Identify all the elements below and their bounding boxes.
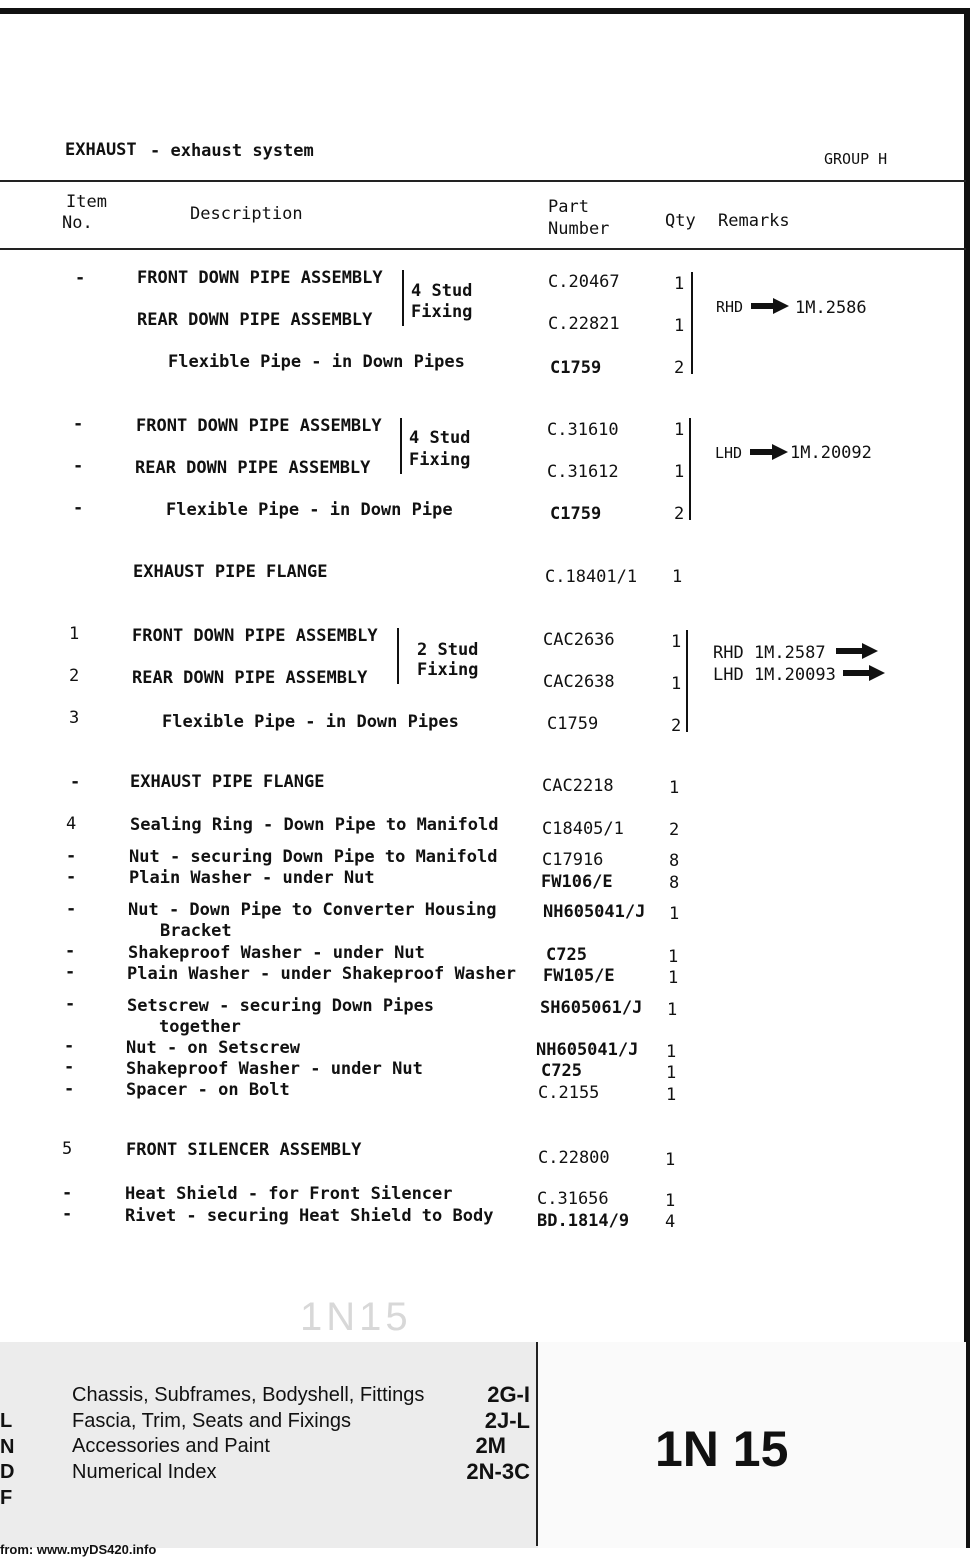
part-number: C725 xyxy=(541,1061,582,1081)
index-letter: F xyxy=(0,1487,13,1509)
stud-count: 4 Stud xyxy=(409,428,471,448)
part-description: Flexible Pipe - in Down Pipes xyxy=(168,352,465,372)
item-no: - xyxy=(65,994,76,1014)
item-no: - xyxy=(66,899,77,919)
item-no: 2 xyxy=(69,666,80,686)
col-no: No. xyxy=(62,213,93,233)
part-qty: 2 xyxy=(669,820,680,840)
part-qty: 8 xyxy=(669,873,680,893)
index-label: Chassis, Subframes, Bodyshell, Fittings xyxy=(72,1384,425,1406)
stud-count: 4 Stud xyxy=(411,281,473,301)
item-no: - xyxy=(64,1079,75,1099)
remarks-bracket xyxy=(689,418,691,520)
remark-value: 1M.2586 xyxy=(795,298,867,318)
footer-divider xyxy=(536,1342,538,1546)
index-code: 2J-L xyxy=(484,1408,530,1433)
header-rule-bottom xyxy=(0,248,966,250)
item-no: - xyxy=(62,1204,73,1224)
part-number: CAC2638 xyxy=(543,672,615,692)
remark-value: 1M.20092 xyxy=(790,443,872,463)
part-number: FW105/E xyxy=(543,966,615,986)
part-description: REAR DOWN PIPE ASSEMBLY xyxy=(132,668,368,688)
part-qty: 2 xyxy=(674,504,685,524)
part-qty: 1 xyxy=(667,1000,678,1020)
part-description: Shakeproof Washer - under Nut xyxy=(128,943,425,963)
part-qty: 1 xyxy=(668,968,679,988)
part-qty: 1 xyxy=(666,1085,677,1105)
part-qty: 1 xyxy=(674,274,685,294)
part-description: EXHAUST PIPE FLANGE xyxy=(133,562,328,582)
index-letter: D xyxy=(0,1461,15,1483)
part-qty: 8 xyxy=(669,851,680,871)
part-qty: 1 xyxy=(674,316,685,336)
part-description: Spacer - on Bolt xyxy=(126,1080,290,1100)
remarks-bracket xyxy=(686,630,688,732)
item-no: - xyxy=(66,846,77,866)
remark-side: RHD xyxy=(716,298,744,316)
part-description: REAR DOWN PIPE ASSEMBLY xyxy=(135,458,371,478)
part-description: FRONT SILENCER ASSEMBLY xyxy=(126,1140,362,1160)
part-qty: 2 xyxy=(674,358,685,378)
index-label: Accessories and Paint xyxy=(72,1435,270,1457)
part-number: C18405/1 xyxy=(542,819,624,839)
part-qty: 1 xyxy=(674,420,685,440)
item-no: - xyxy=(66,867,77,887)
item-no: - xyxy=(65,962,76,982)
part-number: C.31656 xyxy=(537,1189,609,1209)
item-no: - xyxy=(62,1183,73,1203)
col-qty: Qty xyxy=(665,211,696,231)
part-description: Sealing Ring - Down Pipe to Manifold xyxy=(130,815,499,835)
part-description-cont: Bracket xyxy=(160,921,232,941)
index-letter: N xyxy=(0,1436,15,1458)
item-no: 5 xyxy=(62,1139,73,1159)
part-qty: 1 xyxy=(669,778,680,798)
remark-side: LHD xyxy=(715,444,743,462)
part-number: C.31612 xyxy=(547,462,619,482)
part-number: CAC2636 xyxy=(543,630,615,650)
part-qty: 1 xyxy=(665,1150,676,1170)
part-description: Nut - on Setscrew xyxy=(126,1038,300,1058)
part-description: Shakeproof Washer - under Nut xyxy=(126,1059,423,1079)
part-description: Plain Washer - under Nut xyxy=(129,868,375,888)
group-label: GROUP H xyxy=(824,150,888,168)
item-no: - xyxy=(73,456,84,476)
item-no: - xyxy=(70,772,81,792)
stud-bracket xyxy=(400,418,402,474)
stud-bracket xyxy=(402,270,404,326)
part-number: NH605041/J xyxy=(536,1040,639,1060)
item-no: 1 xyxy=(69,624,80,644)
part-number: C1759 xyxy=(550,504,602,524)
section-subtitle: - exhaust system xyxy=(150,141,314,161)
part-description: FRONT DOWN PIPE ASSEMBLY xyxy=(136,416,382,436)
stud-bracket xyxy=(397,628,399,684)
part-description: Setscrew - securing Down Pipes xyxy=(127,996,435,1016)
part-number: C.20467 xyxy=(548,272,620,292)
part-qty: 1 xyxy=(669,904,680,924)
part-number: FW106/E xyxy=(541,872,613,892)
remark-rhd: RHD 1M.2587 xyxy=(713,643,826,663)
index-code: 2N-3C xyxy=(466,1459,530,1484)
stud-fixing: Fixing xyxy=(411,302,473,322)
part-number: C1759 xyxy=(547,714,599,734)
part-number: C1759 xyxy=(550,358,602,378)
index-code: 2G-I xyxy=(487,1382,530,1407)
index-label: Numerical Index xyxy=(72,1461,217,1483)
part-qty: 1 xyxy=(674,462,685,482)
stud-fixing: Fixing xyxy=(417,660,479,680)
part-number: C.22800 xyxy=(538,1148,610,1168)
part-description: Flexible Pipe - in Down Pipes xyxy=(162,712,459,732)
remarks-bracket xyxy=(691,272,693,374)
part-description: Heat Shield - for Front Silencer xyxy=(125,1184,453,1204)
part-number: C17916 xyxy=(542,850,604,870)
part-qty: 1 xyxy=(665,1191,676,1211)
stud-fixing: Fixing xyxy=(409,450,471,470)
part-number: C.22821 xyxy=(548,314,620,334)
fiche-number: 1N 15 xyxy=(655,1421,789,1477)
source-credit: from: www.myDS420.info xyxy=(0,1542,157,1557)
part-description: Nut - securing Down Pipe to Manifold xyxy=(129,847,498,867)
part-qty: 1 xyxy=(672,567,683,587)
item-no: - xyxy=(64,1036,75,1056)
remark-lhd: LHD 1M.20093 xyxy=(713,665,836,685)
item-no: - xyxy=(64,1057,75,1077)
part-number: NH605041/J xyxy=(543,902,646,922)
section-title: EXHAUST xyxy=(65,140,137,160)
col-description: Description xyxy=(190,204,303,224)
page-top-border xyxy=(0,8,970,14)
part-number: C725 xyxy=(546,945,587,965)
part-number: C.18401/1 xyxy=(545,567,638,587)
item-no: - xyxy=(65,941,76,961)
item-no: - xyxy=(73,414,84,434)
part-qty: 1 xyxy=(671,632,682,652)
part-qty: 1 xyxy=(666,1063,677,1083)
part-description: Rivet - securing Heat Shield to Body xyxy=(125,1206,494,1226)
part-number: SH605061/J xyxy=(540,998,643,1018)
item-no: 4 xyxy=(66,814,77,834)
part-description: Flexible Pipe - in Down Pipe xyxy=(166,500,453,520)
header-rule-top xyxy=(0,180,966,182)
part-description-cont: together xyxy=(159,1017,241,1037)
page-right-border xyxy=(964,8,970,1548)
part-description: Nut - Down Pipe to Converter Housing xyxy=(128,900,497,920)
col-number: Number xyxy=(548,219,610,239)
item-no: - xyxy=(73,498,84,518)
part-description: EXHAUST PIPE FLANGE xyxy=(130,772,325,792)
part-number: CAC2218 xyxy=(542,776,614,796)
part-description: REAR DOWN PIPE ASSEMBLY xyxy=(137,310,373,330)
part-description: Plain Washer - under Shakeproof Washer xyxy=(127,964,516,984)
col-item: Item xyxy=(66,192,107,212)
item-no: 3 xyxy=(69,708,80,728)
part-description: FRONT DOWN PIPE ASSEMBLY xyxy=(137,268,383,288)
part-number: C.2155 xyxy=(538,1083,600,1103)
index-label: Fascia, Trim, Seats and Fixings xyxy=(72,1410,351,1432)
stud-count: 2 Stud xyxy=(417,640,479,660)
index-code: 2M xyxy=(475,1433,506,1458)
part-qty: 4 xyxy=(665,1212,676,1232)
part-number: C.31610 xyxy=(547,420,619,440)
faint-stamp: 1N15 xyxy=(300,1295,412,1339)
part-qty: 1 xyxy=(666,1042,677,1062)
index-letter: L xyxy=(0,1410,13,1432)
col-remarks: Remarks xyxy=(718,211,790,231)
col-part: Part xyxy=(548,197,589,217)
part-qty: 1 xyxy=(671,674,682,694)
part-description: FRONT DOWN PIPE ASSEMBLY xyxy=(132,626,378,646)
item-no: - xyxy=(75,268,86,288)
part-qty: 1 xyxy=(668,947,679,967)
part-number: BD.1814/9 xyxy=(537,1211,630,1231)
part-qty: 2 xyxy=(671,716,682,736)
